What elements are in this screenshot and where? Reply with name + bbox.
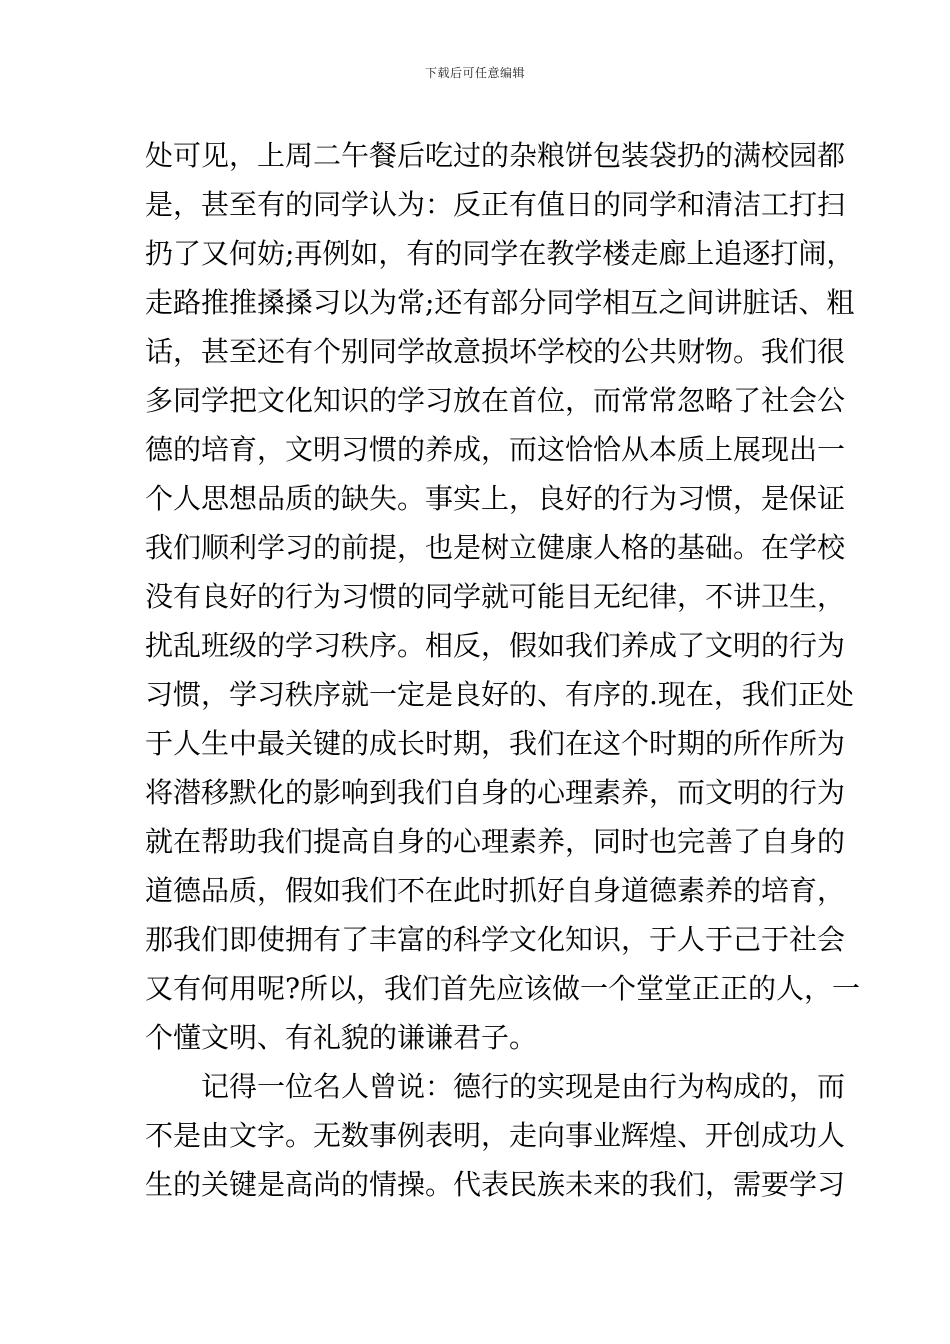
- text-line: 是，甚至有的同学认为：反正有值日的同学和清洁工打扫: [145, 188, 846, 221]
- text-line: 德的培育，文明习惯的养成，而这恰恰从本质上展现出一: [145, 433, 846, 466]
- text-line: 个人思想品质的缺失。事实上，良好的行为习惯，是保证: [145, 482, 846, 515]
- text-line: 走路推推搡搡习以为常;还有部分同学相互之间讲脏话、粗: [145, 286, 855, 319]
- text-line: 习惯，学习秩序就一定是良好的、有序的.现在，我们正处: [145, 678, 854, 711]
- text-line: 就在帮助我们提高自身的心理素养，同时也完善了自身的: [145, 825, 846, 858]
- text-line: 于人生中最关键的成长时期，我们在这个时期的所作所为: [145, 727, 846, 760]
- document-body: [145, 131, 861, 1209]
- text-line: 话，甚至还有个别同学故意损坏学校的公共财物。我们很: [145, 335, 846, 368]
- text-line-paragraph-start: 记得一位名人曾说：德行的实现是由行为构成的，而: [201, 1070, 846, 1103]
- text-line: 又有何用呢?所以，我们首先应该做一个堂堂正正的人，一: [145, 972, 861, 1005]
- text-line: 道德品质，假如我们不在此时抓好自身道德素养的培育，: [145, 874, 846, 907]
- text-line: 不是由文字。无数事例表明，走向事业辉煌、开创成功人: [145, 1119, 846, 1152]
- text-line: 没有良好的行为习惯的同学就可能目无纪律，不讲卫生，: [145, 580, 846, 613]
- text-line: 将潜移默化的影响到我们自身的心理素养，而文明的行为: [145, 776, 846, 809]
- text-line: 生的关键是高尚的情操。代表民族未来的我们，需要学习: [145, 1168, 846, 1201]
- text-line: 多同学把文化知识的学习放在首位，而常常忽略了社会公: [145, 384, 846, 417]
- text-line: 个懂文明、有礼貌的谦谦君子。: [145, 1021, 538, 1054]
- page-header: 下载后可任意编辑: [424, 66, 525, 80]
- text-line: 扰乱班级的学习秩序。相反，假如我们养成了文明的行为: [145, 629, 846, 662]
- text-line: 扔了又何妨;再例如，有的同学在教学楼走廊上追逐打闹，: [145, 237, 855, 270]
- text-line: 我们顺利学习的前提，也是树立健康人格的基础。在学校: [145, 531, 846, 564]
- text-line: 处可见，上周二午餐后吃过的杂粮饼包装袋扔的满校园都: [145, 139, 846, 172]
- text-line: 那我们即使拥有了丰富的科学文化知识，于人于己于社会: [145, 923, 846, 956]
